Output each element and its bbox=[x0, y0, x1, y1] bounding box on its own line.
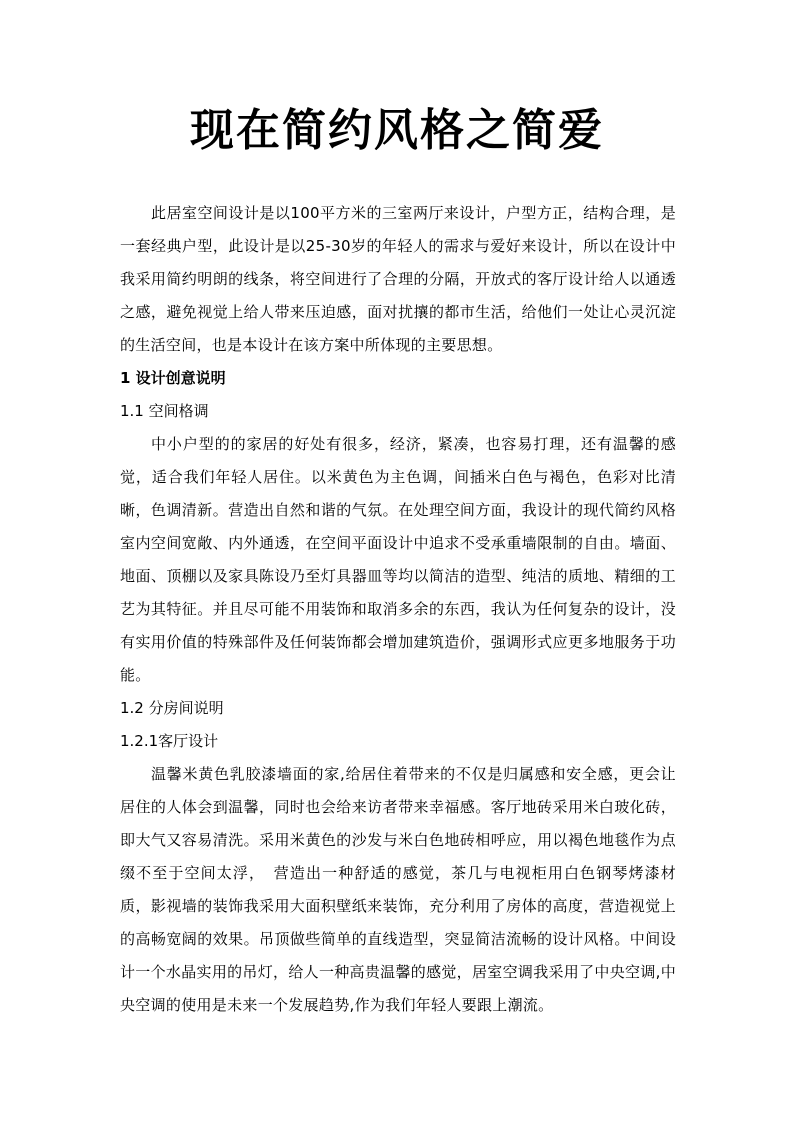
section-1-1-paragraph: 中小户型的的家居的好处有很多，经济，紧凑，也容易打理，还有温馨的感觉，适合我们年轻人居住。以米黄色为主色调，间插米白色与褐色，色彩对比清晰，色调清新。营造出自然和谐的气氛。在处理空间方面，我设计的现代简约风格室内空间宽敞、内外通透，在空间平面设计中追求不受承重墙限制的自由。墙面、地面、顶棚以及家具陈设乃至灯具器皿等均以简洁的造型、纯洁的质地、精细的工艺为其特征。并且尽可能不用装饰和取消多余的东西，我认为任何复杂的设计，没有实用价值的特殊部件及任何装饰都会增加建筑造价，强调形式应更多地服务于功能。 bbox=[120, 435, 676, 684]
section-1-heading: 1 设计创意说明 bbox=[120, 369, 226, 387]
intro-paragraph: 此居室空间设计是以100平方米的三室两厅来设计，户型方正，结构合理，是一套经典户型，此设计是以25-30岁的年轻人的需求与爱好来设计，所以在设计中我采用简约明朗的线条，将空间进行了合理的分隔，开放式的客厅设计给人以通透之感，避免视觉上给人带来压迫感，面对扰攘的都市生活，给他们一处让心灵沉淀的生活空间，也是本设计在该方案中所体现的主要思想。 bbox=[120, 204, 676, 354]
document-body bbox=[120, 197, 676, 1022]
section-1-2-1-heading: 1.2.1客厅设计 bbox=[120, 732, 219, 750]
section-1-2-heading: 1.2 分房间说明 bbox=[120, 699, 224, 717]
section-1-1-heading: 1.1 空间格调 bbox=[120, 402, 209, 420]
section-1-2-1-paragraph: 温馨米黄色乳胶漆墙面的家,给居住着带来的不仅是归属感和安全感，更会让居住的人体会到温馨，同时也会给来访者带来幸福感。客厅地砖采用米白玻化砖，即大气又容易清洗。采用米黄色的沙发与米白色地砖相呼应，用以褐色地毯作为点缀不至于空间太浮， 营造出一种舒适的感觉，茶几与电视柜用白色钢琴烤漆材质，影视墙的装饰我采用大面积壁纸来装饰，充分利用了房体的高度，营造视觉上的高畅宽阔的效果。吊顶做些简单的直线造型，突显简洁流畅的设计风格。中间设计一个水晶实用的吊灯，给人一种高贵温馨的感觉，居室空调我采用了中央空调,中央空调的使用是未来一个发展趋势,作为我们年轻人要跟上潮流。 bbox=[120, 765, 676, 1014]
document-title: 现在简约风格之简爱 bbox=[190, 105, 604, 156]
